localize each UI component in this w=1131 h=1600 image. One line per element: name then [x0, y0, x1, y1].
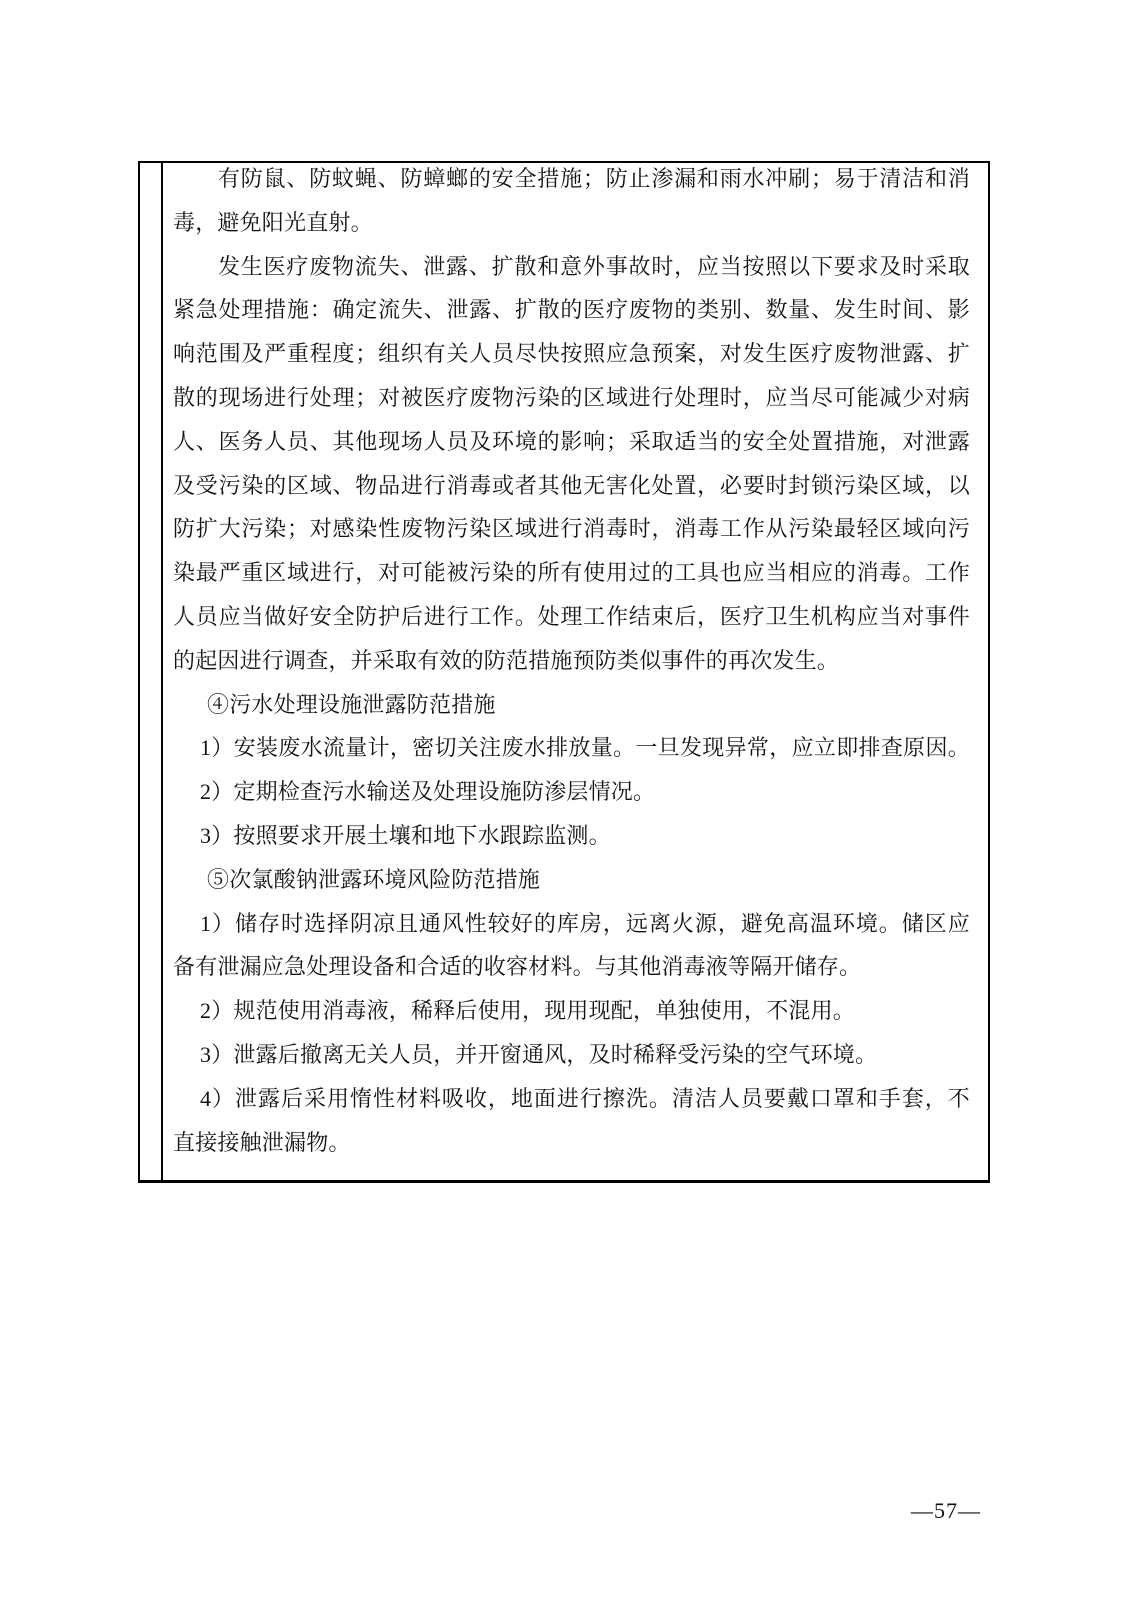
- text-line: 毒，避免阳光直射。: [173, 209, 373, 235]
- text-line: 1）储存时选择阴凉且通风性较好的库房，远离火源，避免高温环境。储区应: [200, 910, 970, 936]
- text-line: 人、医务人员、其他现场人员及环境的影响；采取适当的安全处置措施，对泄露: [173, 428, 970, 454]
- text-line: 2）定期检查污水输送及处理设施防渗层情况。: [200, 779, 656, 805]
- continuation-table: [138, 161, 990, 1183]
- text-line: 紧急处理措施：确定流失、泄露、扩散的医疗废物的类别、数量、发生时间、影: [173, 297, 970, 323]
- text-line: 3）按照要求开展土壤和地下水跟踪监测。: [200, 822, 611, 848]
- text-line: 发生医疗废物流失、泄露、扩散和意外事故时，应当按照以下要求及时采取: [218, 253, 970, 279]
- text-line: 1）安装废水流量计，密切关注废水排放量。一旦发现异常，应立即排查原因。: [200, 735, 970, 761]
- text-line: 防扩大污染；对感染性废物污染区域进行消毒时，消毒工作从污染最轻区域向污: [173, 516, 970, 542]
- text-line: 人员应当做好安全防护后进行工作。处理工作结束后，医疗卫生机构应当对事件: [173, 603, 970, 629]
- text-line: 染最严重区域进行，对可能被污染的所有使用过的工具也应当相应的消毒。工作: [173, 560, 970, 586]
- table-text-cell: [163, 163, 988, 1180]
- text-line: 响范围及严重程度；组织有关人员尽快按照应急预案，对发生医疗废物泄露、扩: [173, 341, 970, 367]
- page-number: —57—: [911, 1498, 981, 1523]
- text-line: 散的现场进行处理；对被医疗废物污染的区域进行处理时，应当尽可能减少对病: [173, 384, 970, 410]
- text-line: 及受污染的区域、物品进行消毒或者其他无害化处置，必要时封锁污染区域，以: [173, 472, 970, 498]
- text-line: 直接接触泄漏物。: [173, 1129, 351, 1155]
- table-stub-column: [140, 163, 163, 1180]
- text-line: 2）规范使用消毒液，稀释后使用，现用现配，单独使用，不混用。: [200, 998, 856, 1024]
- text-line: 4）泄露后采用惰性材料吸收，地面进行擦洗。清洁人员要戴口罩和手套，不: [200, 1085, 970, 1111]
- text-line: ④污水处理设施泄露防范措施: [207, 691, 496, 717]
- text-line: 的起因进行调查，并采取有效的防范措施预防类似事件的再次发生。: [173, 647, 840, 673]
- text-line: 有防鼠、防蚊蝇、防蟑螂的安全措施；防止渗漏和雨水冲刷；易于清洁和消: [218, 166, 970, 191]
- text-line: ⑤次氯酸钠泄露环境风险防范措施: [207, 866, 541, 892]
- text-line: 3）泄露后撤离无关人员，并开窗通风，及时稀释受污染的空气环境。: [200, 1041, 878, 1067]
- text-line: 备有泄漏应急处理设备和合适的收容材料。与其他消毒液等隔开储存。: [173, 954, 862, 980]
